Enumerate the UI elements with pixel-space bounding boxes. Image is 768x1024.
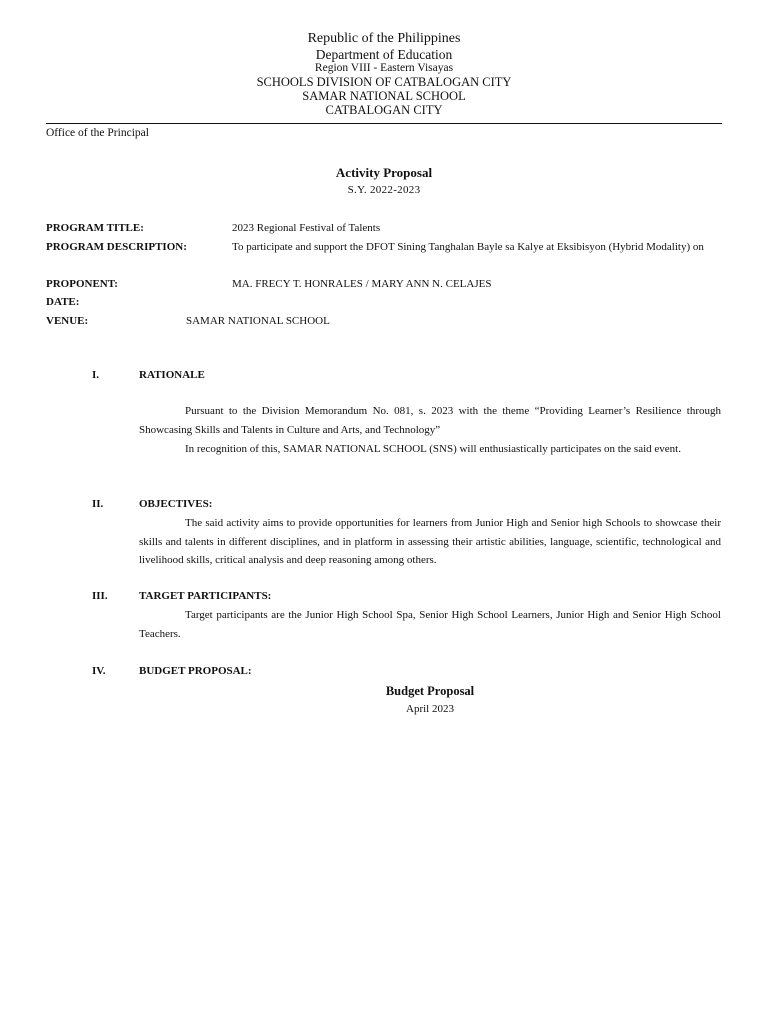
section-3-heading: TARGET PARTICIPANTS: [139, 590, 272, 602]
program-title-value: 2023 Regional Festival of Talents [232, 222, 381, 234]
budget-proposal-title: Budget Proposal [385, 684, 475, 698]
date-label: DATE: [46, 296, 80, 308]
program-description-label: PROGRAM DESCRIPTION: [46, 241, 187, 253]
header-divider [46, 123, 722, 124]
letterhead-city: CATBALOGAN CITY [325, 102, 443, 117]
letterhead-department: Department of Education [315, 46, 453, 62]
section-4-heading: BUDGET PROPOSAL: [139, 665, 252, 677]
school-year: S.Y. 2022-2023 [347, 184, 421, 196]
section-1-number: I. [92, 369, 100, 381]
target-participants-paragraph: Target participants are the Junior High School Spa, Senior High School Learners, Junior High and Senior High School Teachers. [139, 609, 721, 640]
letterhead-school: SAMAR NATIONAL SCHOOL [302, 88, 466, 103]
letterhead-division: SCHOOLS DIVISION OF CATBALOGAN CITY [256, 74, 512, 89]
letterhead-region: Region VIII - Eastern Visayas [314, 61, 454, 74]
section-4-number: IV. [92, 665, 106, 677]
program-description-value: To participate and support the DFOT Sining Tanghalan Bayle sa Kalye at Eksibisyon (Hybrid Modality) on [232, 241, 704, 253]
proponent-label: PROPONENT: [46, 278, 118, 290]
venue-label: VENUE: [46, 315, 89, 327]
venue-value: SAMAR NATIONAL SCHOOL [186, 315, 330, 327]
section-3-number: III. [92, 590, 108, 602]
section-2-number: II. [92, 498, 104, 510]
program-title-label: PROGRAM TITLE: [46, 222, 144, 234]
letterhead-republic: Republic of the Philippines [307, 31, 461, 46]
section-1-heading: RATIONALE [139, 369, 205, 381]
document-title: Activity Proposal [335, 165, 433, 180]
section-2-heading: OBJECTIVES: [139, 498, 213, 510]
letterhead [0, 31, 768, 117]
rationale-paragraph-1: Pursuant to the Division Memorandum No. 081, s. 2023 with the theme “Providing Learner’s Resilience through Showcasing Skills and Talents in Culture and Arts, and Technology” [139, 405, 721, 436]
office-label: Office of the Principal [46, 127, 149, 139]
rationale-paragraph-2: In recognition of this, SAMAR NATIONAL SCHOOL (SNS) will enthusiastically participates on the said event. [185, 443, 681, 455]
objectives-paragraph: The said activity aims to provide opportunities for learners from Junior High and Senior high Schools to showcase their skills and talents in different disciplines, and in platform in assessing their artistic abilities, language, scientific, technological and livelihood skills, critical analysis and deep reasoning among others. [139, 517, 721, 566]
budget-proposal-date: April 2023 [406, 703, 454, 715]
proponent-value: MA. FRECY T. HONRALES / MARY ANN N. CELAJES [232, 278, 492, 290]
